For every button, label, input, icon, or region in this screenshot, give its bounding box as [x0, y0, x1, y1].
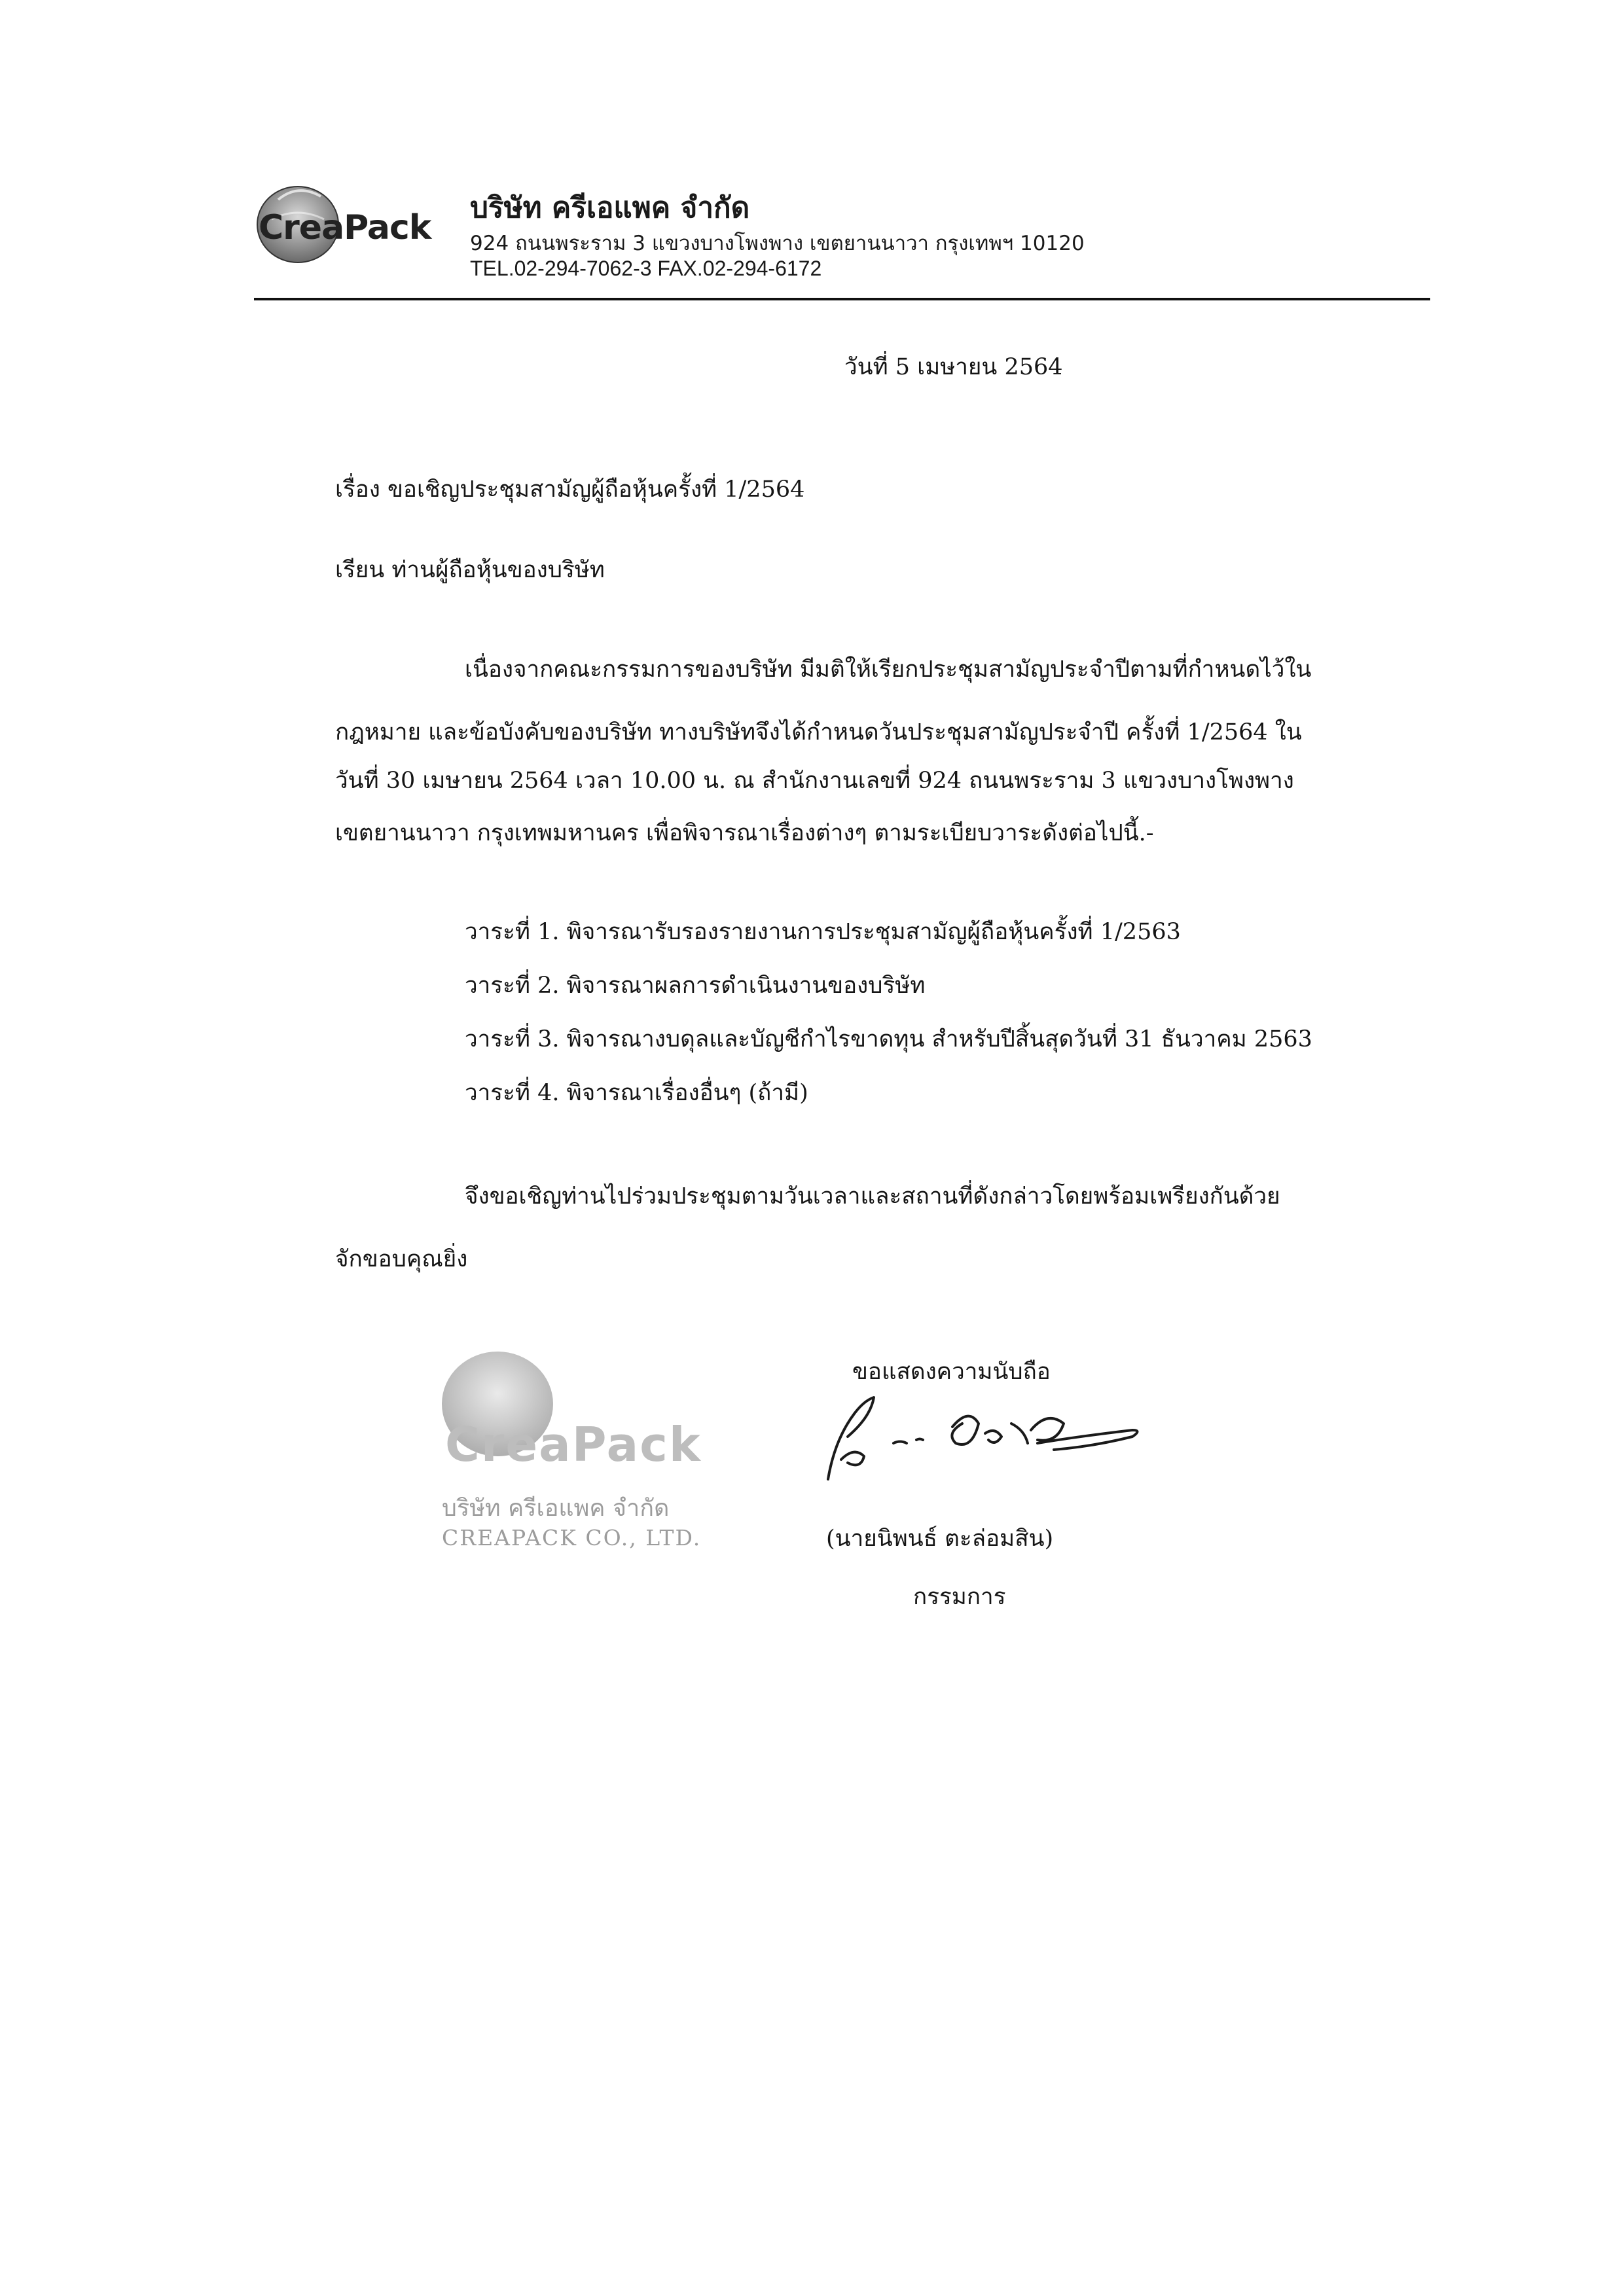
company-address: 924 ถนนพระราม 3 แขวงบางโพงพาง เขตยานนาวา กรุงเทพฯ 10120	[470, 232, 1085, 255]
agenda-item: วาระที่ 1. พิจารณารับรองรายงานการประชุมสามัญผู้ถือหุ้นครั้งที่ 1/2563	[465, 919, 1181, 945]
agenda-item: วาระที่ 3. พิจารณางบดุลและบัญชีกำไรขาดทุน สำหรับปีสิ้นสุดวันที่ 31 ธันวาคม 2563	[465, 1026, 1312, 1052]
agenda-item: วาระที่ 2. พิจารณาผลการดำเนินงานของบริษัท	[465, 973, 926, 999]
stamp-thai-name: บริษัท ครีเอแพค จำกัด	[442, 1495, 670, 1522]
stamp-logo-text: CreaPack	[445, 1417, 702, 1472]
letter-salutation: เรียน ท่านผู้ถือหุ้นของบริษัท	[335, 557, 605, 583]
agenda-item: วาระที่ 4. พิจารณาเรื่องอื่นๆ (ถ้ามี)	[465, 1080, 808, 1106]
header-divider	[254, 298, 1430, 300]
stamp-english-name: CREAPACK CO., LTD.	[442, 1525, 702, 1551]
closing-line: จักขอบคุณยิ่ง	[335, 1246, 468, 1272]
company-name: บริษัท ครีเอแพค จำกัด	[470, 191, 750, 224]
signer-name: (นายนิพนธ์ ตะล่อมสิน)	[826, 1526, 1054, 1552]
sign-off: ขอแสดงความนับถือ	[852, 1359, 1051, 1385]
logo-text: CreaPack	[259, 208, 431, 247]
body-line: วันที่ 30 เมษายน 2564 เวลา 10.00 น. ณ สำนักงานเลขที่ 924 ถนนพระราม 3 แขวงบางโพงพาง	[335, 768, 1294, 794]
company-contact: TEL.02-294-7062-3 FAX.02-294-6172	[470, 257, 822, 280]
signer-title: กรรมการ	[913, 1584, 1006, 1610]
letter-subject: เรื่อง ขอเชิญประชุมสามัญผู้ถือหุ้นครั้งที่ 1/2564	[335, 476, 805, 503]
closing-line: จึงขอเชิญท่านไปร่วมประชุมตามวันเวลาและสถานที่ดังกล่าวโดยพร้อมเพรียงกันด้วย	[465, 1183, 1280, 1210]
company-stamp	[432, 1342, 746, 1564]
body-line: เนื่องจากคณะกรรมการของบริษัท มีมติให้เรียกประชุมสามัญประจำปีตามที่กำหนดไว้ใน	[465, 656, 1312, 683]
body-line: กฎหมาย และข้อบังคับของบริษัท ทางบริษัทจึงได้กำหนดวันประชุมสามัญประจำปี ครั้งที่ 1/2564 ใน	[335, 719, 1302, 745]
letter-date: วันที่ 5 เมษายน 2564	[844, 354, 1063, 380]
handwritten-signature	[802, 1388, 1155, 1492]
body-line: เขตยานนาวา กรุงเทพมหานคร เพื่อพิจารณาเรื่องต่างๆ ตามระเบียบวาระดังต่อไปนี้.-	[335, 820, 1154, 846]
